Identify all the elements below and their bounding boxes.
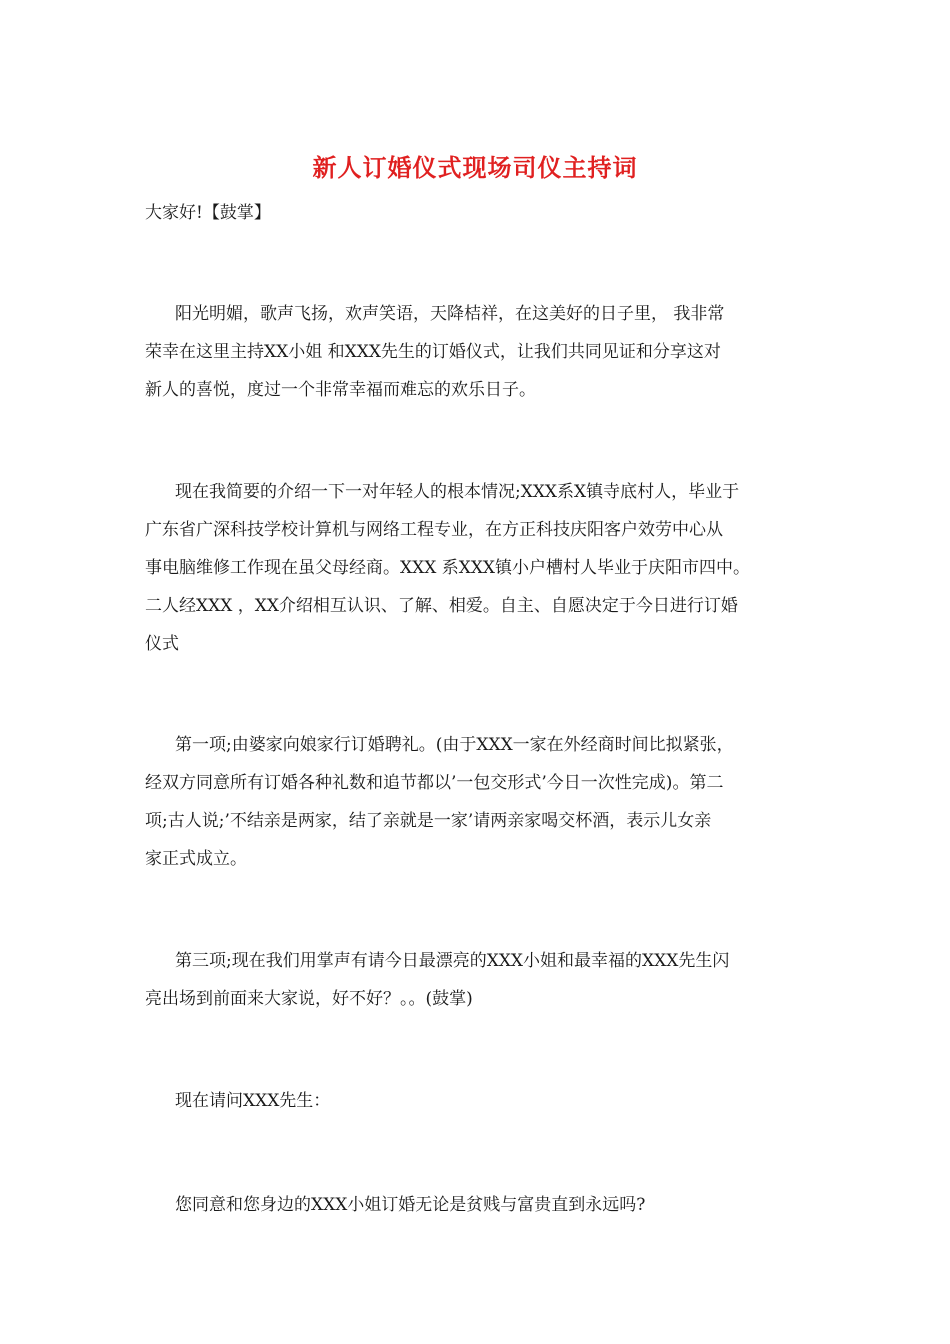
paragraph-line: 第三项;现在我们用掌声有请今日最漂亮的XXX小姐和最幸福的XXX先生闪	[175, 951, 730, 971]
paragraph-question	[145, 1186, 815, 1224]
greeting-line: 大家好!【鼓掌】	[145, 203, 271, 223]
document-title: 新人订婚仪式现场司仪主持词	[312, 153, 638, 182]
paragraph-question-intro	[145, 1082, 815, 1120]
paragraph-line: 广东省广深科技学校计算机与网络工程专业，在方正科技庆阳客户效劳中心从	[145, 520, 723, 540]
paragraph-introduction	[145, 473, 815, 663]
paragraph-item-one	[145, 726, 815, 878]
paragraph-line: 第一项;由婆家向娘家行订婚聘礼。(由于XXX一家在外经商时间比拟紧张，	[175, 735, 734, 755]
paragraph-line: 仪式	[145, 634, 179, 654]
paragraph-line: 亮出场到前面来大家说，好不好？。。(鼓掌)	[145, 989, 473, 1009]
paragraph-line: 项;古人说;’不结亲是两家，结了亲就是一家’请两亲家喝交杯酒，表示儿女亲	[145, 811, 712, 831]
paragraph-line: 阳光明媚，歌声飞扬，欢声笑语，天降桔祥，在这美好的日子里， 我非常	[175, 304, 725, 324]
paragraph-line: 荣幸在这里主持XX小姐 和XXX先生的订婚仪式，让我们共同见证和分享这对	[145, 342, 721, 362]
paragraph-line: 经双方同意所有订婚各种礼数和追节都以’一包交形式’今日一次性完成)。第二	[145, 773, 724, 793]
paragraph-line: 二人经XXX ，XX介绍相互认识、了解、相爱。自主、自愿决定于今日进行订婚	[145, 596, 738, 616]
paragraph-line: 您同意和您身边的XXX小姐订婚无论是贫贱与富贵直到永远吗?	[175, 1195, 646, 1215]
paragraph-line: 现在我简要的介绍一下一对年轻人的根本情况;XXX系X镇寺底村人，毕业于	[175, 482, 740, 502]
paragraph-line: 家正式成立。	[145, 849, 247, 869]
paragraph-opening	[145, 295, 815, 409]
paragraph-line: 现在请问XXX先生：	[175, 1091, 331, 1111]
paragraph-line: 新人的喜悦，度过一个非常幸福而难忘的欢乐日子。	[145, 380, 536, 400]
paragraph-item-three	[145, 942, 815, 1018]
paragraph-line: 事电脑维修工作现在虽父母经商。XXX 系XXX镇小户槽村人毕业于庆阳市四中。	[145, 558, 751, 578]
